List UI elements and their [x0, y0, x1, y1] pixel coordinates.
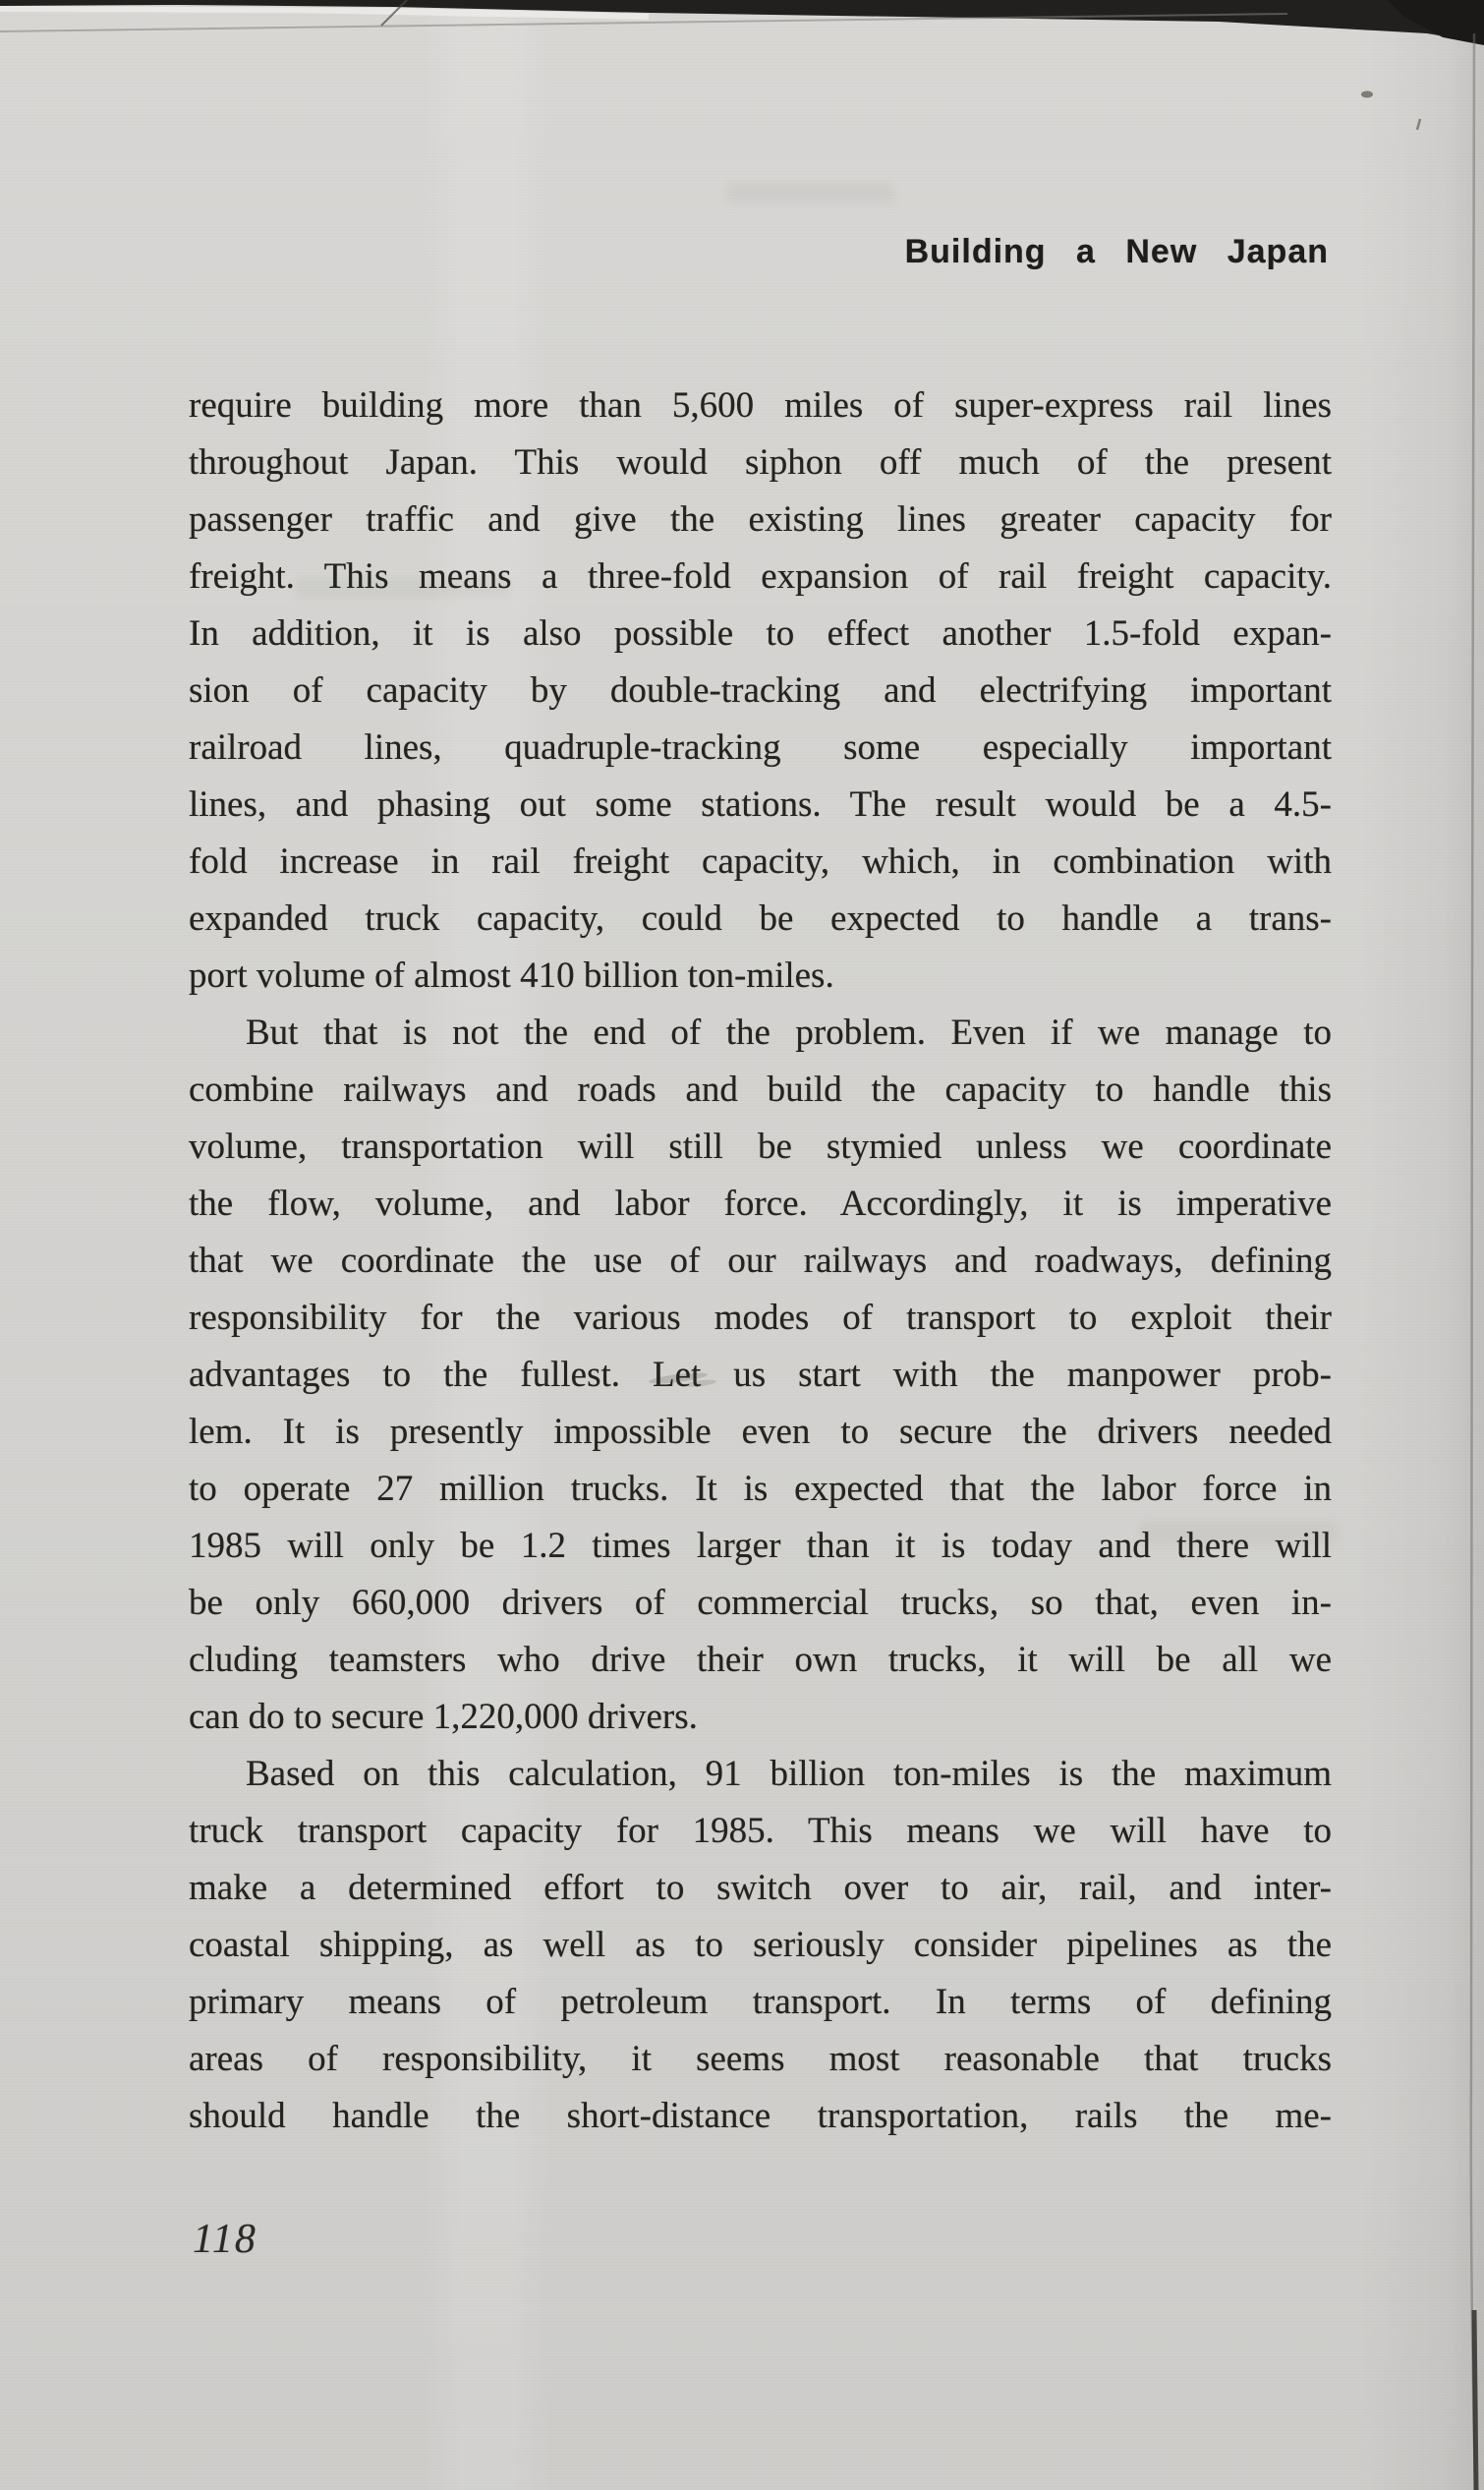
body-line: freight. This means a three-fold expansion of rail freight capacity.: [189, 556, 1332, 597]
body-line: coastal shipping, as well as to seriously consider pipelines as the: [189, 1925, 1332, 1965]
page-number: 118: [193, 2217, 257, 2262]
body-line: truck transport capacity for 1985. This means we will have to: [189, 1811, 1332, 1851]
body-text: [189, 377, 1332, 2145]
body-line: the flow, volume, and labor force. Accordingly, it is imperative: [189, 1184, 1332, 1224]
right-page-edge: [1471, 33, 1475, 2490]
body-line: But that is not the end of the problem. Even if we manage to: [246, 1013, 1332, 1053]
body-line: cluding teamsters who drive their own trucks, it will be all we: [189, 1640, 1332, 1680]
showthrough-ghost: [727, 183, 894, 204]
paper-speck: [1361, 91, 1373, 98]
top-right-corner-shadow: [1388, 0, 1484, 45]
body-line: advantages to the fullest. Let us start with the manpower prob-: [189, 1355, 1332, 1395]
top-edge-band: [0, 0, 1484, 43]
top-left-paper-sliver: [0, 6, 649, 20]
body-line: port volume of almost 410 billion ton-miles.: [189, 955, 834, 996]
body-line: Based on this calculation, 91 billion ton-miles is the maximum: [246, 1754, 1332, 1794]
top-scratch: [381, 0, 407, 26]
body-line: lem. It is presently impossible even to secure the drivers needed: [189, 1412, 1332, 1452]
body-line: responsibility for the various modes of transport to exploit their: [189, 1298, 1332, 1338]
body-line: passenger traffic and give the existing lines greater capacity for: [189, 499, 1332, 540]
body-line: require building more than 5,600 miles of super-express rail lines: [189, 385, 1332, 426]
body-line: In addition, it is also possible to effect another 1.5-fold expan-: [189, 613, 1332, 654]
body-line: that we coordinate the use of our railways and roadways, defining: [189, 1241, 1332, 1281]
body-line: expanded truck capacity, could be expected to handle a trans-: [189, 898, 1332, 939]
paper-fleck: [1417, 119, 1420, 130]
body-line: sion of capacity by double-tracking and electrifying important: [189, 670, 1332, 711]
body-line: throughout Japan. This would siphon off much of the present: [189, 442, 1332, 483]
running-head: Building a New Japan: [904, 233, 1329, 270]
right-edge-bottom: [1474, 2310, 1476, 2490]
body-line: should handle the short-distance transportation, rails the me-: [189, 2096, 1332, 2136]
body-line: 1985 will only be 1.2 times larger than it is today and there will: [189, 1526, 1332, 1566]
body-line: lines, and phasing out some stations. The result would be a 4.5-: [189, 784, 1332, 825]
body-line: areas of responsibility, it seems most reasonable that trucks: [189, 2039, 1332, 2079]
body-line: make a determined effort to switch over to air, rail, and inter-: [189, 1868, 1332, 1908]
body-line: volume, transportation will still be stymied unless we coordinate: [189, 1127, 1332, 1167]
body-line: railroad lines, quadruple-tracking some especially important: [189, 727, 1332, 768]
under-page-edge-line: [0, 14, 1287, 31]
body-line: fold increase in rail freight capacity, which, in combination with: [189, 841, 1332, 882]
body-line: be only 660,000 drivers of commercial trucks, so that, even in-: [189, 1583, 1332, 1623]
body-line: to operate 27 million trucks. It is expected that the labor force in: [189, 1469, 1332, 1509]
body-line: primary means of petroleum transport. In terms of defining: [189, 1982, 1332, 2022]
body-line: combine railways and roads and build the capacity to handle this: [189, 1070, 1332, 1110]
body-line: can do to secure 1,220,000 drivers.: [189, 1697, 698, 1737]
